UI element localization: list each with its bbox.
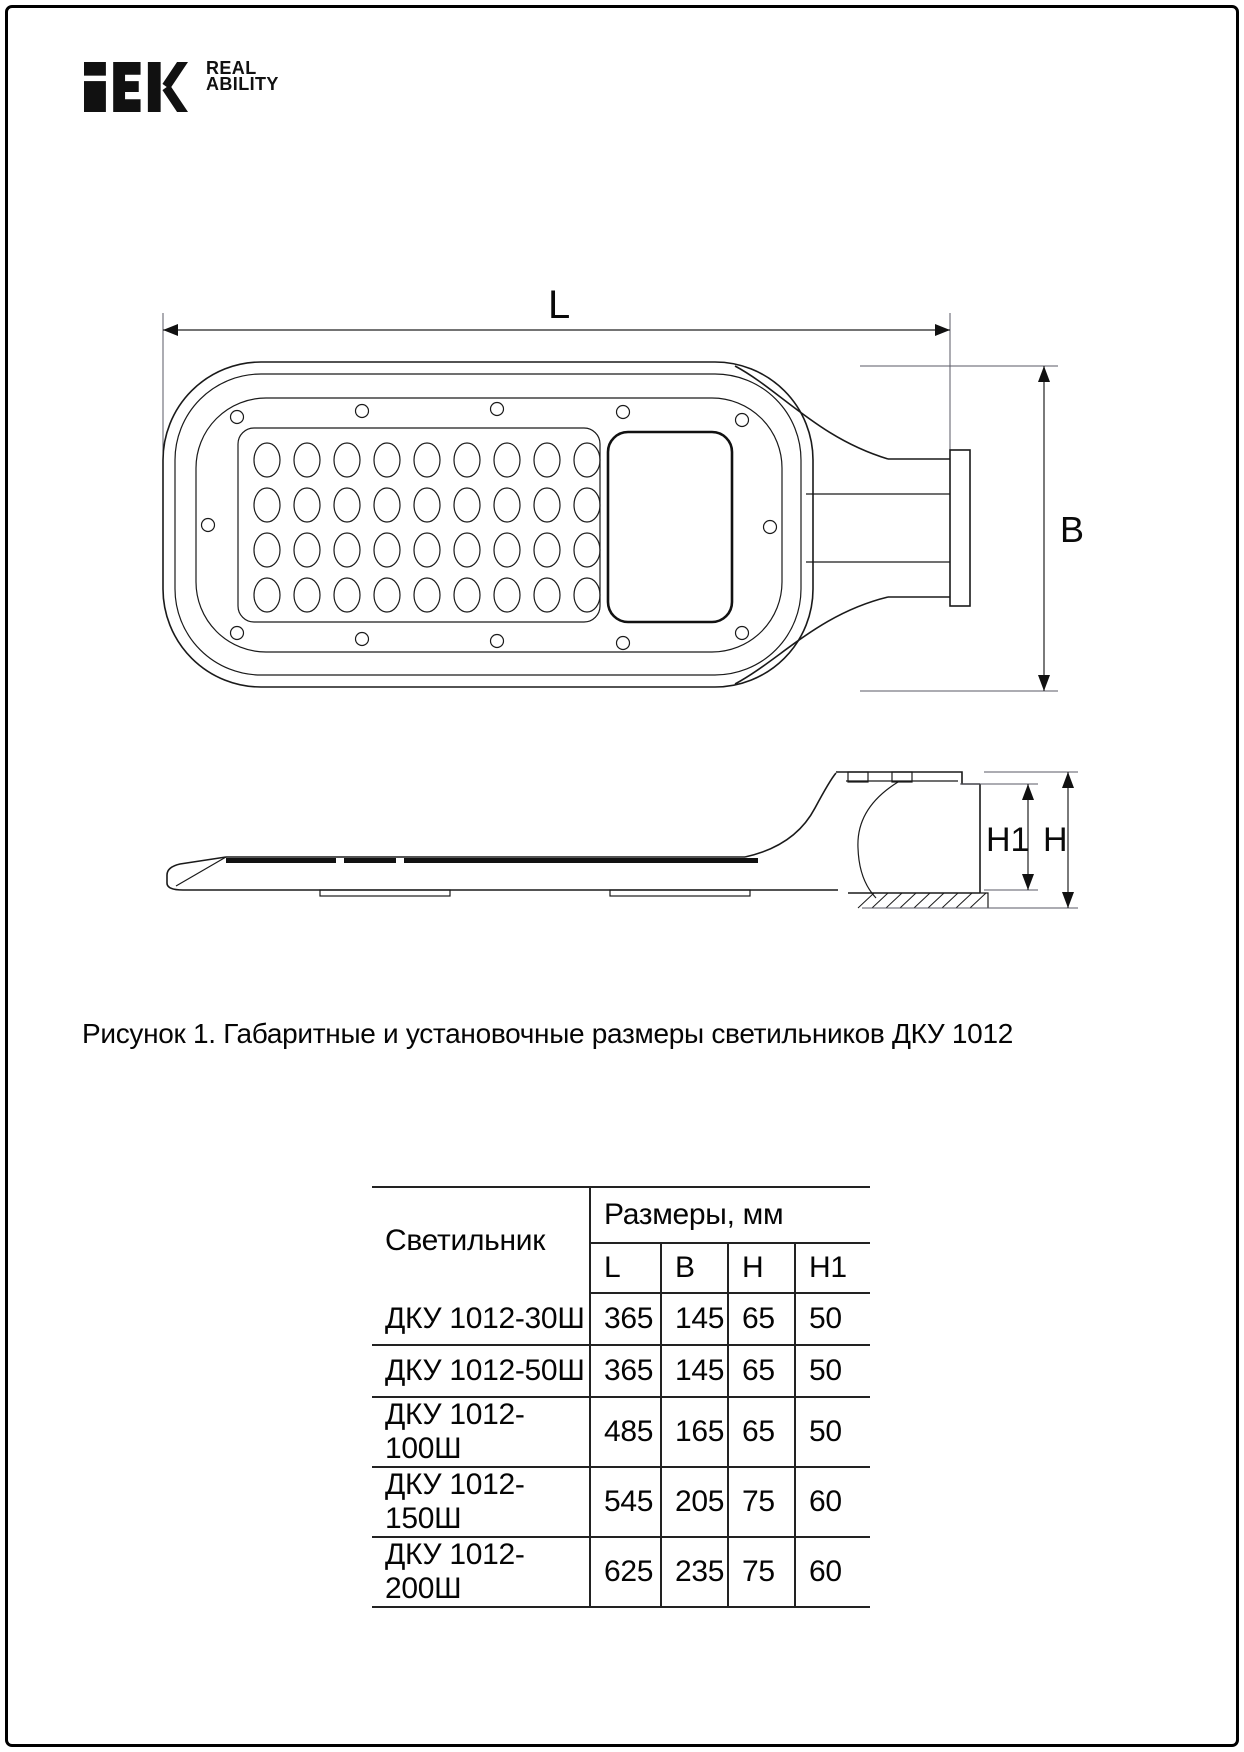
driver-cover: [608, 432, 732, 622]
cell-h: 65: [728, 1397, 795, 1467]
dim-label-H1: H1: [986, 821, 1030, 859]
cell-b: 145: [661, 1293, 728, 1345]
top-view: [163, 283, 1084, 691]
cell-model: ДКУ 1012-30Ш: [372, 1293, 590, 1345]
cell-model: ДКУ 1012-150Ш: [372, 1467, 590, 1537]
cell-h: 65: [728, 1293, 795, 1345]
figure-caption: Рисунок 1. Габаритные и установочные размеры светильников ДКУ 1012: [82, 1018, 1013, 1049]
table-subheader-H1: H1: [795, 1243, 870, 1293]
table-subheader-L: L: [590, 1243, 661, 1293]
cell-h1: 60: [795, 1467, 870, 1537]
cell-l: 365: [590, 1293, 661, 1345]
cell-h1: 50: [795, 1345, 870, 1397]
screw-holes: [202, 403, 777, 650]
cell-l: 625: [604, 1555, 654, 1588]
table-row: [372, 1397, 870, 1467]
cell-h: 65: [728, 1345, 795, 1397]
table-row: [372, 1467, 870, 1537]
mounting-socket: [735, 366, 970, 684]
cell-l: 485: [590, 1397, 661, 1467]
cell-b: 145: [661, 1345, 728, 1397]
cell-h1: 60: [795, 1537, 870, 1607]
cell-model: ДКУ 1012-200Ш: [372, 1537, 590, 1607]
cell-h: 75: [728, 1467, 795, 1537]
cell-model: ДКУ 1012-50Ш: [372, 1345, 590, 1397]
cell-h1: 50: [795, 1293, 870, 1345]
table-subheader-B: B: [661, 1243, 728, 1293]
side-view: [167, 772, 1078, 908]
cell-model: ДКУ 1012-100Ш: [372, 1397, 590, 1467]
dim-label-B: B: [1060, 509, 1085, 550]
dim-label-H: H: [1043, 821, 1068, 859]
table-row: [372, 1293, 870, 1345]
dimensions-table: [372, 1186, 870, 1608]
table-subheader-H: H: [728, 1243, 795, 1293]
table-row: [372, 1345, 870, 1397]
brand-tagline-line2: ABILITY: [206, 73, 279, 94]
table-header-product: Светильник: [372, 1187, 590, 1293]
cell-b: 235: [661, 1537, 728, 1607]
cell-b: 205: [661, 1467, 728, 1537]
clamp-hatching: [858, 893, 986, 908]
cell-l: 545: [590, 1467, 661, 1537]
dim-label-L: L: [548, 283, 571, 327]
cell-h1: 50: [795, 1397, 870, 1467]
brand-tagline-line1: REAL: [206, 58, 257, 78]
cell-b: 165: [661, 1397, 728, 1467]
table-row: [372, 1537, 870, 1607]
cell-h: 75: [728, 1537, 795, 1607]
led-grid: [254, 443, 600, 612]
table-header-dimensions: Размеры, мм: [590, 1187, 870, 1243]
cell-l: 365: [590, 1345, 661, 1397]
